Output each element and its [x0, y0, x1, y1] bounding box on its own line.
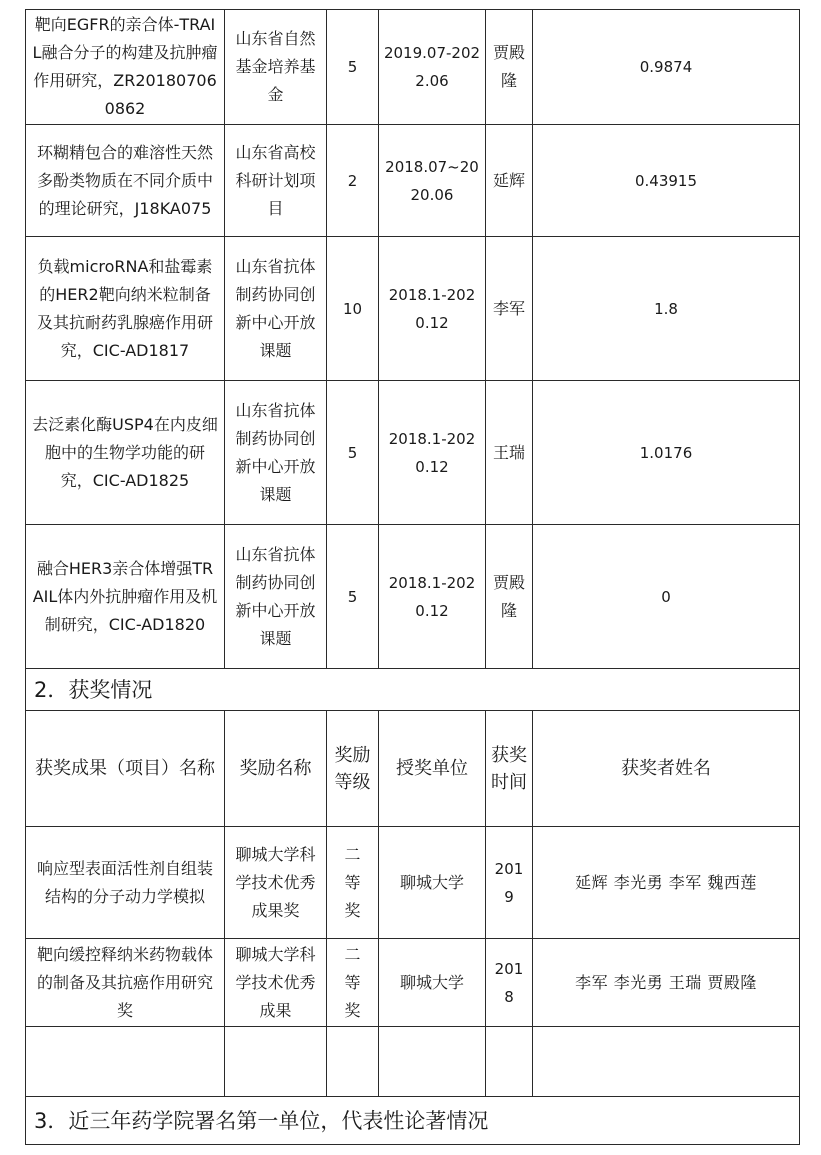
project-period: 2018.1-2020.12	[379, 381, 486, 525]
award-row	[26, 939, 800, 1027]
award-row	[26, 827, 800, 939]
project-score: 0	[533, 525, 800, 669]
project-score: 1.0176	[533, 381, 800, 525]
project-leader: 王瑞	[486, 381, 533, 525]
header-level: 奖励等级	[327, 711, 379, 827]
section-row	[26, 1097, 800, 1145]
empty-cell	[533, 1027, 800, 1097]
award-level: 二等奖	[327, 939, 379, 1027]
award-achievement: 靶向缓控释纳米药物载体的制备及其抗癌作用研究奖	[26, 939, 225, 1027]
project-name: 环糊精包合的难溶性天然多酚类物质在不同介质中的理论研究，J18KA075	[26, 125, 225, 237]
project-leader: 李军	[486, 237, 533, 381]
award-winners: 李军 李光勇 王瑞 贾殿隆	[533, 939, 800, 1027]
project-leader: 贾殿隆	[486, 10, 533, 125]
header-time: 获奖时间	[486, 711, 533, 827]
empty-cell	[379, 1027, 486, 1097]
award-unit: 聊城大学	[379, 939, 486, 1027]
project-score: 0.43915	[533, 125, 800, 237]
header-winners: 获奖者姓名	[533, 711, 800, 827]
award-level: 二等奖	[327, 827, 379, 939]
award-name: 聊城大学科学技术优秀成果	[225, 939, 327, 1027]
header-unit: 授奖单位	[379, 711, 486, 827]
award-time: 2018	[486, 939, 533, 1027]
project-period: 2018.1-2020.12	[379, 237, 486, 381]
award-name: 聊城大学科学技术优秀成果奖	[225, 827, 327, 939]
project-amount: 5	[327, 381, 379, 525]
project-name: 负载microRNA和盐霉素的HER2靶向纳米粒制备及其抗耐药乳腺癌作用研究，CIC-AD1817	[26, 237, 225, 381]
project-score: 1.8	[533, 237, 800, 381]
project-amount: 10	[327, 237, 379, 381]
project-source: 山东省自然基金培养基金	[225, 10, 327, 125]
empty-cell	[225, 1027, 327, 1097]
project-name: 靶向EGFR的亲合体-TRAIL融合分子的构建及抗肿瘤作用研究，ZR201807060862	[26, 10, 225, 125]
empty-cell	[327, 1027, 379, 1097]
project-period: 2019.07-2022.06	[379, 10, 486, 125]
awards-header-row	[26, 711, 800, 827]
project-leader: 延辉	[486, 125, 533, 237]
empty-cell	[26, 1027, 225, 1097]
research-table	[25, 9, 800, 1145]
project-amount: 5	[327, 525, 379, 669]
project-amount: 2	[327, 125, 379, 237]
project-source: 山东省高校科研计划项目	[225, 125, 327, 237]
empty-cell	[486, 1027, 533, 1097]
project-row	[26, 10, 800, 125]
project-period: 2018.1-2020.12	[379, 525, 486, 669]
award-unit: 聊城大学	[379, 827, 486, 939]
project-name: 融合HER3亲合体增强TRAIL体内外抗肿瘤作用及机制研究，CIC-AD1820	[26, 525, 225, 669]
project-source: 山东省抗体制药协同创新中心开放课题	[225, 381, 327, 525]
project-period: 2018.07~2020.06	[379, 125, 486, 237]
project-score: 0.9874	[533, 10, 800, 125]
papers-section-title: 3．近三年药学院署名第一单位，代表性论著情况	[26, 1097, 800, 1145]
project-amount: 5	[327, 10, 379, 125]
section-row	[26, 669, 800, 711]
header-achievement: 获奖成果（项目）名称	[26, 711, 225, 827]
project-name: 去泛素化酶USP4在内皮细胞中的生物学功能的研究，CIC-AD1825	[26, 381, 225, 525]
project-row	[26, 237, 800, 381]
header-award-name: 奖励名称	[225, 711, 327, 827]
project-source: 山东省抗体制药协同创新中心开放课题	[225, 525, 327, 669]
project-leader: 贾殿隆	[486, 525, 533, 669]
project-row	[26, 381, 800, 525]
project-row	[26, 525, 800, 669]
award-winners: 延辉 李光勇 李军 魏西莲	[533, 827, 800, 939]
award-time: 2019	[486, 827, 533, 939]
awards-section-title: 2．获奖情况	[26, 669, 800, 711]
award-achievement: 响应型表面活性剂自组装结构的分子动力学模拟	[26, 827, 225, 939]
empty-award-row	[26, 1027, 800, 1097]
project-row	[26, 125, 800, 237]
project-source: 山东省抗体制药协同创新中心开放课题	[225, 237, 327, 381]
